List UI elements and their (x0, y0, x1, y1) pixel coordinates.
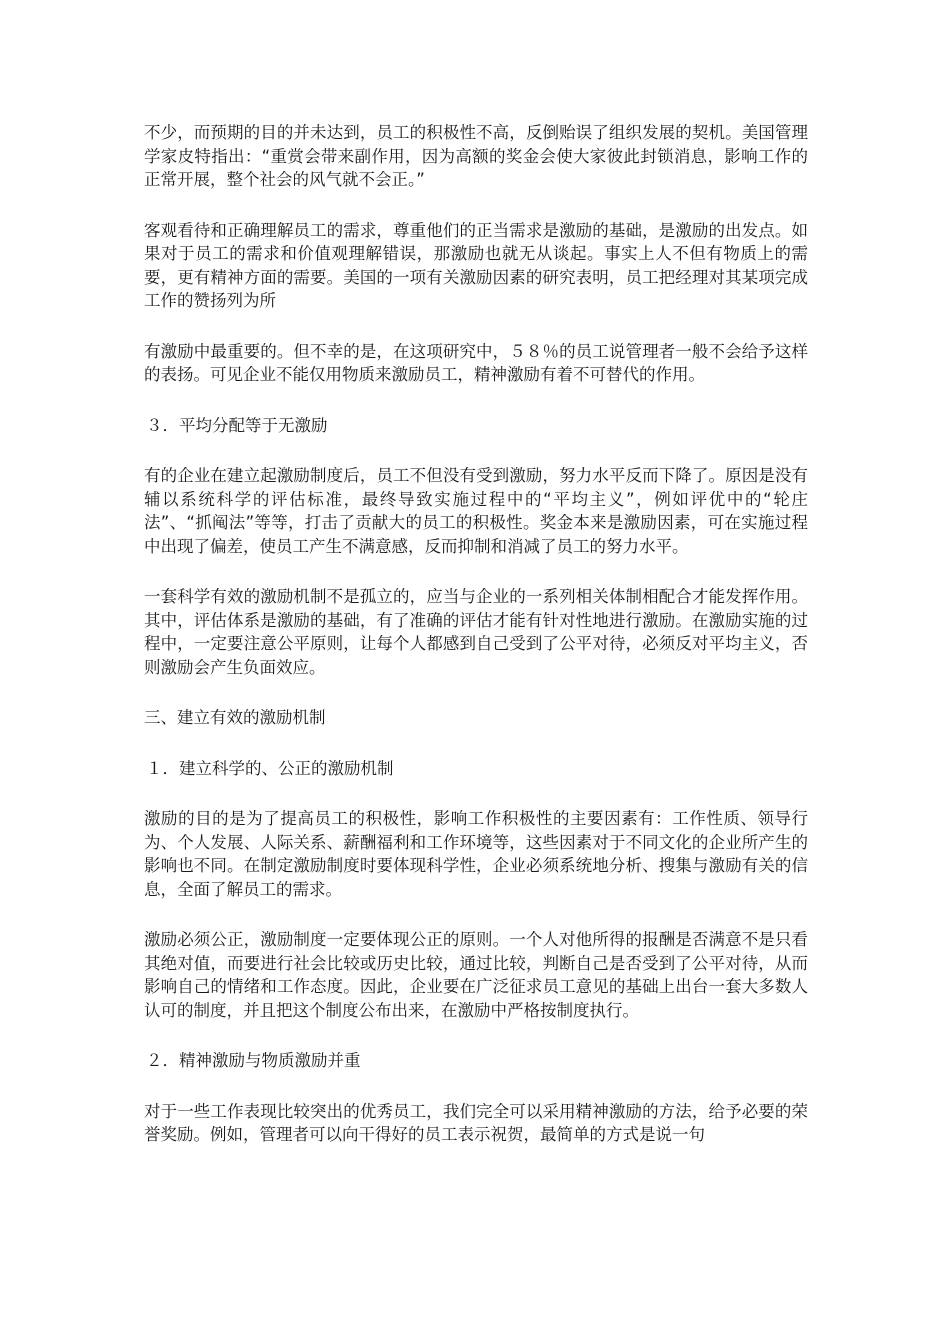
section-heading: 三、建立有效的激励机制 (144, 708, 326, 727)
body-paragraph: 客观看待和正确理解员工的需求，尊重他们的正当需求是激励的基础，是激励的出发点。如果对于员工的需求和价值观理解错误，那激励也就无从谈起。事实上人不但有物质上的需要，更有精神方面的需要。美国的一项有关激励因素的研究表明，员工把经理对其某项完成工作的赞扬列为所 (144, 220, 808, 310)
body-paragraph: 一套科学有效的激励机制不是孤立的，应当与企业的一系列相关体制相配合才能发挥作用。其中，评估体系是激励的基础，有了准确的评估才能有针对性地进行激励。在激励实施的过程中，一定要注意公平原则，让每个人都感到自己受到了公平对待，必须反对平均主义，否则激励会产生负面效应。 (144, 587, 808, 677)
subsection-heading: ２．精神激励与物质激励并重 (146, 1051, 361, 1070)
body-paragraph: 激励必须公正，激励制度一定要体现公正的原则。一个人对他所得的报酬是否满意不是只看其绝对值，而要进行社会比较或历史比较，通过比较，判断自己是否受到了公平对待，从而影响自己的情绪和工作态度。因此，企业要在广泛征求员工意见的基础上出台一套大多数人认可的制度，并且把这个制度公布出来，在激励中严格按制度执行。 (144, 930, 808, 1020)
subsection-heading: ３．平均分配等于无激励 (146, 415, 328, 435)
document-body (144, 121, 808, 1174)
subsection-heading: １．建立科学的、公正的激励机制 (146, 758, 394, 778)
body-paragraph: 激励的目的是为了提高员工的积极性，影响工作积极性的主要因素有：工作性质、领导行为、个人发展、人际关系、薪酬福利和工作环境等，这些因素对于不同文化的企业所产生的影响也不同。在制定激励制度时要体现科学性，企业必须系统地分析、搜集与激励有关的信息，全面了解员工的需求。 (144, 809, 808, 899)
body-paragraph: 有激励中最重要的。但不幸的是，在这项研究中，５８％的员工说管理者一般不会给予这样的表扬。可见企业不能仅用物质来激励员工，精神激励有着不可替代的作用。 (144, 341, 808, 384)
body-paragraph: 对于一些工作表现比较突出的优秀员工，我们完全可以采用精神激励的方法，给予必要的荣誉奖励。例如，管理者可以向干得好的员工表示祝贺，最简单的方式是说一句 (144, 1101, 808, 1144)
body-paragraph: 不少，而预期的目的并未达到，员工的积极性不高，反倒贻误了组织发展的契机。美国管理学家皮特指出：“重赏会带来副作用，因为高额的奖金会使大家彼此封锁消息，影响工作的正常开展，整个社会的风气就不会正。” (144, 123, 808, 189)
body-paragraph: 有的企业在建立起激励制度后，员工不但没有受到激励，努力水平反而下降了。原因是没有辅以系统科学的评估标准，最终导致实施过程中的“平均主义”，例如评优中的“轮庄法”、“抓阄法”等等，打击了贡献大的员工的积极性。奖金本来是激励因素，可在实施过程中出现了偏差，使员工产生不满意感，反而抑制和消减了员工的努力水平。 (144, 466, 808, 556)
